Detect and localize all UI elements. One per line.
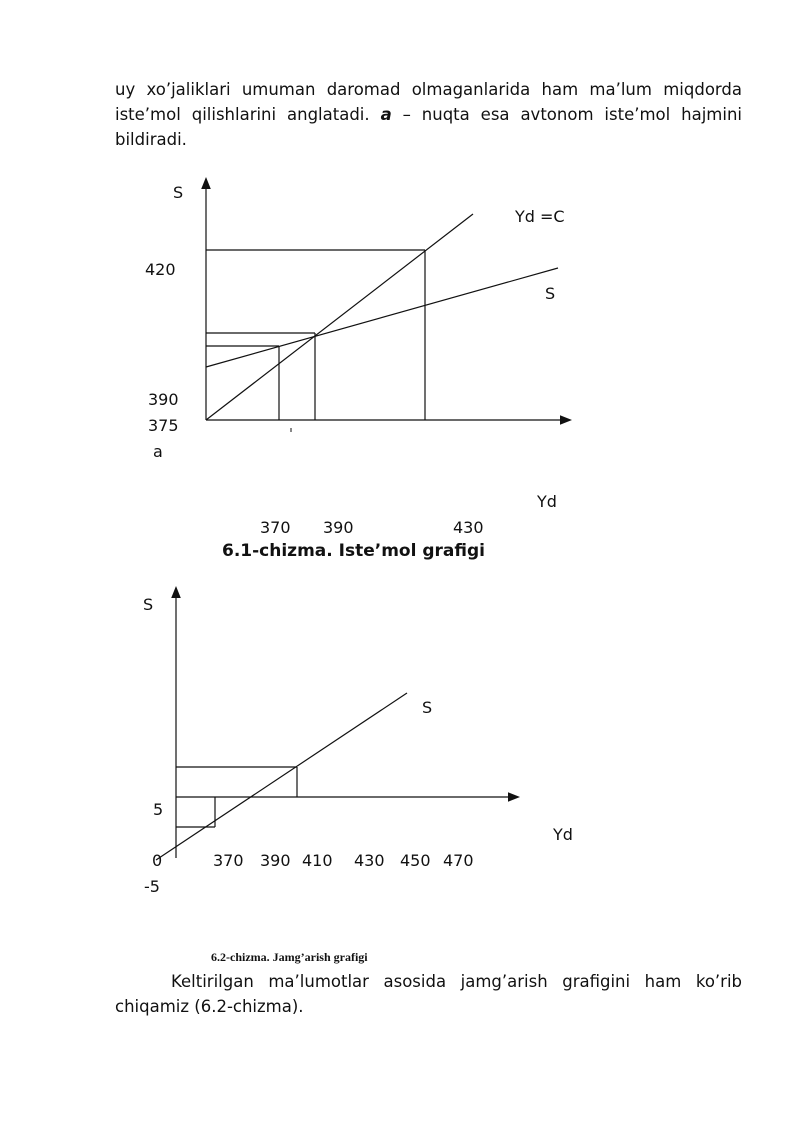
outro-paragraph: Keltirilgan ma’lumotlar asosida jamg’arish grafigini ham ko’rib chiqamiz (6.2-chizma). (115, 972, 742, 1016)
fig2-y-label-0: 0 (152, 851, 163, 870)
fig1-line-label-45: Yd =C (515, 207, 565, 226)
savings-graph (0, 580, 800, 900)
fig1-x-label-430: 430 (453, 518, 484, 537)
fig1-y-label-a: a (153, 442, 163, 461)
fig2-x-label-470: 470 (443, 851, 474, 870)
intro-text-2: iste’mol qilishlarini anglatadi. (115, 105, 381, 124)
fig2-x-label-390: 390 (260, 851, 291, 870)
fig1-y-label-420: 420 (145, 260, 176, 279)
fig1-y-label-375: 375 (148, 416, 179, 435)
fig2-x-label-370: 370 (213, 851, 244, 870)
fig1-y-axis-label: S (173, 183, 184, 202)
fig1-line-label-c: S (545, 284, 556, 303)
fig2-y-label-5: 5 (153, 800, 164, 819)
intro-text-3: – nuqta esa avtonom iste’mol hajmini bildiradi. (115, 105, 742, 149)
fig1-x-label-370: 370 (260, 518, 291, 537)
intro-bold-a: a (380, 105, 392, 124)
fig2-y-axis-label: S (143, 595, 154, 614)
fig1-x-axis-label: Yd (537, 492, 557, 511)
intro-text-1: uy xo’jaliklari umuman daromad olmaganlarida ham ma’lum miqdorda (115, 80, 742, 99)
fig1-45-line (206, 214, 473, 420)
fig1-y-label-390: 390 (148, 390, 179, 409)
fig1-consumption-line (206, 268, 558, 367)
fig2-x-label-410: 410 (302, 851, 333, 870)
fig2-savings-line (156, 693, 407, 860)
intro-paragraph (115, 77, 742, 152)
figure1-caption: 6.1-chizma. Iste’mol grafigi (222, 541, 485, 561)
fig2-y-label-neg5: -5 (144, 877, 160, 896)
fig2-x-label-450: 450 (400, 851, 431, 870)
fig1-x-label-390: 390 (323, 518, 354, 537)
fig2-x-axis-label: Yd (553, 825, 573, 844)
fig2-line-label: S (422, 698, 433, 717)
figure2-caption: 6.2-chizma. Jamg’arish grafigi (211, 950, 368, 964)
fig2-x-label-430: 430 (354, 851, 385, 870)
consumption-graph (0, 170, 800, 540)
